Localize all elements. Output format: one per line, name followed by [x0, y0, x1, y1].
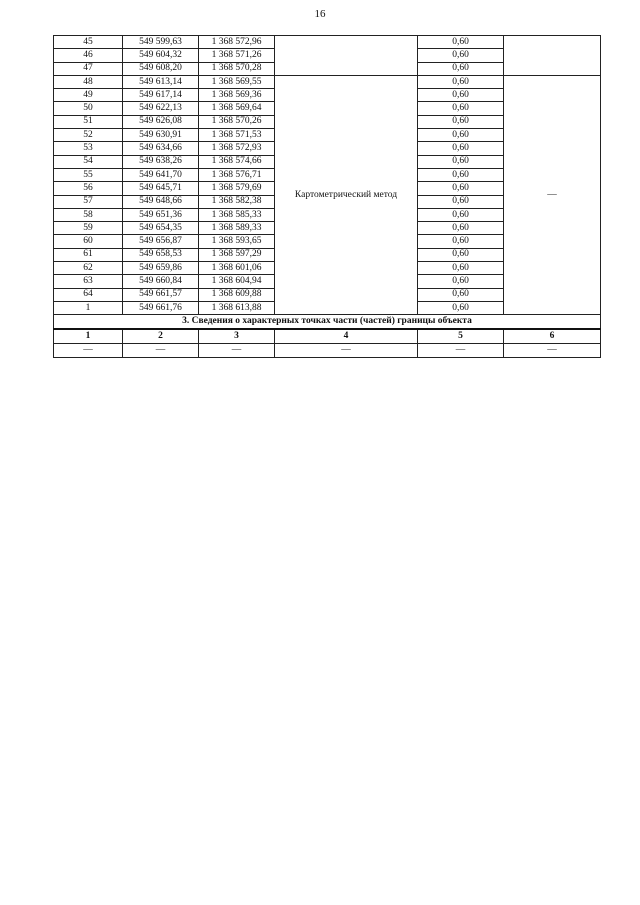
- table-row: [54, 36, 601, 49]
- accuracy-cell: 0,60: [418, 155, 504, 168]
- x-coordinate-cell: 549 654,35: [123, 222, 199, 235]
- point-number-cell: 45: [54, 36, 123, 49]
- accuracy-cell: 0,60: [418, 115, 504, 128]
- method-cell: Картометрический метод: [275, 75, 418, 314]
- column-number: 5: [418, 329, 504, 344]
- x-coordinate-cell: 549 608,20: [123, 62, 199, 75]
- x-coordinate-cell: 549 604,32: [123, 49, 199, 62]
- y-coordinate-cell: 1 368 579,69: [199, 182, 275, 195]
- table-row: [54, 75, 601, 88]
- accuracy-cell: 0,60: [418, 142, 504, 155]
- page-number: 16: [314, 8, 326, 20]
- y-coordinate-cell: 1 368 570,26: [199, 115, 275, 128]
- y-coordinate-cell: 1 368 572,93: [199, 142, 275, 155]
- y-coordinate-cell: 1 368 593,65: [199, 235, 275, 248]
- x-coordinate-cell: 549 645,71: [123, 182, 199, 195]
- empty-cell: —: [504, 343, 601, 357]
- x-coordinate-cell: 549 656,87: [123, 235, 199, 248]
- x-coordinate-cell: 549 626,08: [123, 115, 199, 128]
- point-number-cell: 1: [54, 301, 123, 314]
- point-number-cell: 52: [54, 129, 123, 142]
- x-coordinate-cell: 549 617,14: [123, 89, 199, 102]
- y-coordinate-cell: 1 368 582,38: [199, 195, 275, 208]
- coordinates-table: [53, 35, 601, 358]
- x-coordinate-cell: 549 660,84: [123, 275, 199, 288]
- section-3: [54, 315, 601, 357]
- y-coordinate-cell: 1 368 604,94: [199, 275, 275, 288]
- y-coordinate-cell: 1 368 589,33: [199, 222, 275, 235]
- point-number-cell: 46: [54, 49, 123, 62]
- x-coordinate-cell: 549 651,36: [123, 208, 199, 221]
- point-number-cell: 56: [54, 182, 123, 195]
- section-3-title-row: [54, 315, 601, 329]
- empty-row: [54, 343, 601, 357]
- accuracy-cell: 0,60: [418, 195, 504, 208]
- x-coordinate-cell: 549 661,76: [123, 301, 199, 314]
- accuracy-cell: 0,60: [418, 301, 504, 314]
- empty-cell: —: [275, 343, 418, 357]
- y-coordinate-cell: 1 368 569,64: [199, 102, 275, 115]
- accuracy-cell: 0,60: [418, 182, 504, 195]
- point-number-cell: 48: [54, 75, 123, 88]
- point-number-cell: 47: [54, 62, 123, 75]
- accuracy-cell: 0,60: [418, 275, 504, 288]
- empty-cell: —: [418, 343, 504, 357]
- y-coordinate-cell: 1 368 574,66: [199, 155, 275, 168]
- x-coordinate-cell: 549 613,14: [123, 75, 199, 88]
- y-coordinate-cell: 1 368 609,88: [199, 288, 275, 301]
- empty-cell: —: [199, 343, 275, 357]
- accuracy-cell: 0,60: [418, 235, 504, 248]
- point-number-cell: 63: [54, 275, 123, 288]
- point-number-cell: 50: [54, 102, 123, 115]
- y-coordinate-cell: 1 368 569,36: [199, 89, 275, 102]
- column-number: 4: [275, 329, 418, 344]
- accuracy-cell: 0,60: [418, 62, 504, 75]
- x-coordinate-cell: 549 648,66: [123, 195, 199, 208]
- y-coordinate-cell: 1 368 571,53: [199, 129, 275, 142]
- column-number: 1: [54, 329, 123, 344]
- accuracy-cell: 0,60: [418, 168, 504, 181]
- x-coordinate-cell: 549 659,86: [123, 262, 199, 275]
- y-coordinate-cell: 1 368 597,29: [199, 248, 275, 261]
- column-number: 6: [504, 329, 601, 344]
- x-coordinate-cell: 549 634,66: [123, 142, 199, 155]
- coordinates-body: [54, 36, 601, 315]
- column-number: 3: [199, 329, 275, 344]
- y-coordinate-cell: 1 368 572,96: [199, 36, 275, 49]
- y-coordinate-cell: 1 368 585,33: [199, 208, 275, 221]
- point-number-cell: 53: [54, 142, 123, 155]
- y-coordinate-cell: 1 368 613,88: [199, 301, 275, 314]
- y-coordinate-cell: 1 368 570,28: [199, 62, 275, 75]
- accuracy-cell: 0,60: [418, 262, 504, 275]
- point-number-cell: 59: [54, 222, 123, 235]
- accuracy-cell: 0,60: [418, 208, 504, 221]
- point-number-cell: 64: [54, 288, 123, 301]
- y-coordinate-cell: 1 368 601,06: [199, 262, 275, 275]
- point-number-cell: 60: [54, 235, 123, 248]
- x-coordinate-cell: 549 661,57: [123, 288, 199, 301]
- x-coordinate-cell: 549 599,63: [123, 36, 199, 49]
- empty-cell: —: [123, 343, 199, 357]
- accuracy-cell: 0,60: [418, 75, 504, 88]
- x-coordinate-cell: 549 638,26: [123, 155, 199, 168]
- x-coordinate-cell: 549 622,13: [123, 102, 199, 115]
- section-3-title: 3. Сведения о характерных точках части (частей) границы объекта: [54, 315, 601, 329]
- accuracy-cell: 0,60: [418, 49, 504, 62]
- y-coordinate-cell: 1 368 571,26: [199, 49, 275, 62]
- point-number-cell: 51: [54, 115, 123, 128]
- x-coordinate-cell: 549 630,91: [123, 129, 199, 142]
- point-number-cell: 54: [54, 155, 123, 168]
- empty-cell: —: [54, 343, 123, 357]
- point-number-cell: 55: [54, 168, 123, 181]
- note-cell-empty: [504, 36, 601, 76]
- accuracy-cell: 0,60: [418, 89, 504, 102]
- accuracy-cell: 0,60: [418, 129, 504, 142]
- point-number-cell: 49: [54, 89, 123, 102]
- method-cell-empty: [275, 36, 418, 76]
- column-number: 2: [123, 329, 199, 344]
- note-cell: —: [504, 75, 601, 314]
- column-number-row: [54, 329, 601, 344]
- accuracy-cell: 0,60: [418, 222, 504, 235]
- x-coordinate-cell: 549 641,70: [123, 168, 199, 181]
- y-coordinate-cell: 1 368 569,55: [199, 75, 275, 88]
- point-number-cell: 62: [54, 262, 123, 275]
- point-number-cell: 57: [54, 195, 123, 208]
- point-number-cell: 58: [54, 208, 123, 221]
- y-coordinate-cell: 1 368 576,71: [199, 168, 275, 181]
- accuracy-cell: 0,60: [418, 102, 504, 115]
- accuracy-cell: 0,60: [418, 288, 504, 301]
- x-coordinate-cell: 549 658,53: [123, 248, 199, 261]
- accuracy-cell: 0,60: [418, 248, 504, 261]
- point-number-cell: 61: [54, 248, 123, 261]
- accuracy-cell: 0,60: [418, 36, 504, 49]
